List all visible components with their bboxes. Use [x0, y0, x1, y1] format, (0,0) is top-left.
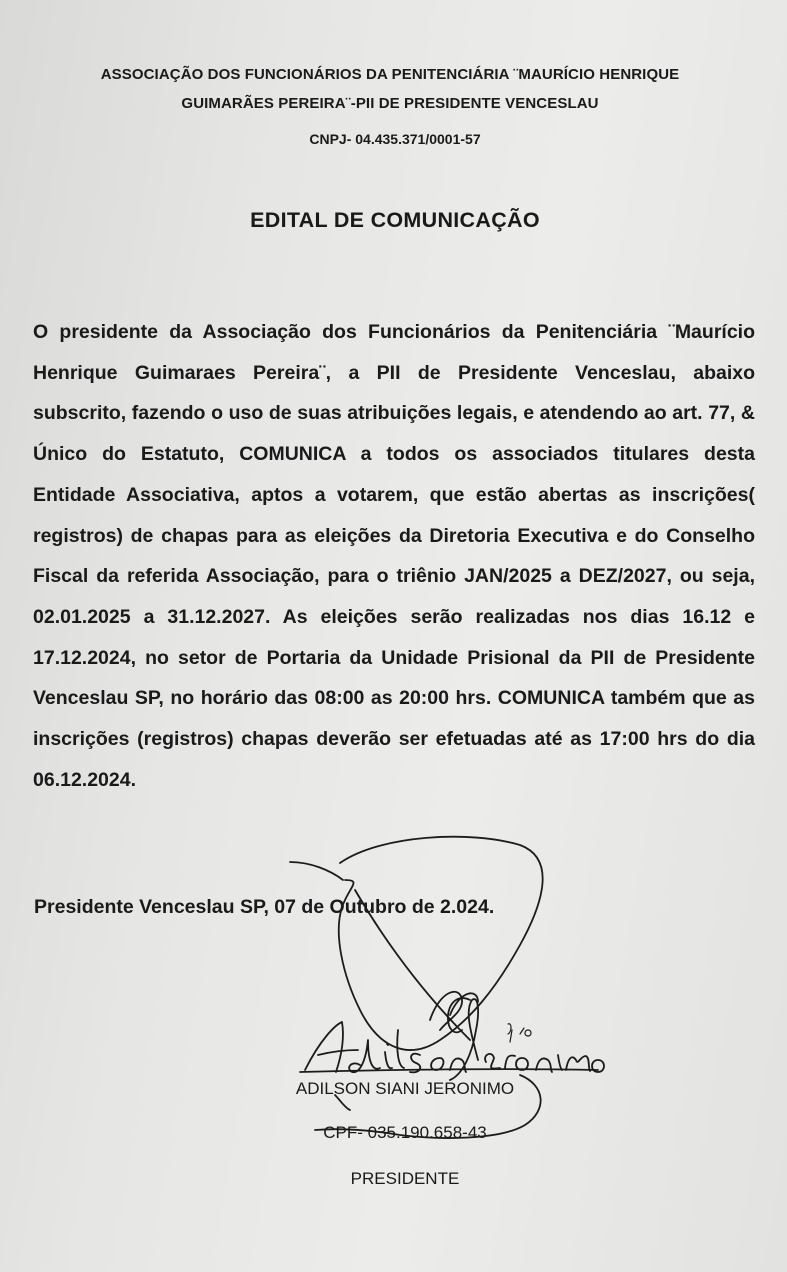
cnpj-number: CNPJ- 04.435.371/0001-57 — [309, 131, 481, 147]
signatory-cpf: CPF- 035.190.658-43 — [323, 1123, 487, 1142]
signatory-name: ADILSON SIANI JERONIMO — [295, 1079, 515, 1098]
signatory-role: PRESIDENTE — [350, 1169, 460, 1188]
document-title: EDITAL DE COMUNICAÇÃO — [250, 208, 540, 232]
header-line-2: GUIMARÃES PEREIRA¨-PII DE PRESIDENTE VENCESLAU — [181, 95, 599, 112]
document-header — [40, 60, 740, 118]
date-line: Presidente Venceslau SP, 07 de Outubro de 2.024. — [34, 896, 495, 918]
header-line-1: ASSOCIAÇÃO DOS FUNCIONÁRIOS DA PENITENCIÁRIA ¨MAURÍCIO HENRIQUE — [100, 66, 680, 83]
document-body: O presidente da Associação dos Funcionários da Penitenciária ¨Maurício Henrique Guimaraes Pereira¨, a PII de Presidente Venceslau, abaixo subscrito, fazendo o uso de suas atribuições legais, e atendendo ao art. 77, & Único do Estatuto, COMUNICA a todos os associados titulares desta Entidade Associativa, aptos a votarem, que estão abertas as inscrições( registros) de chapas para as eleições da Diretoria Executiva e do Conselho Fiscal da referida Associação, para o triênio JAN/2025 a DEZ/2027, ou seja, 02.01.2025 a 31.12.2027. As eleições serão realizadas nos dias 16.12 e 17.12.2024, no setor de Portaria da Unidade Prisional da PII de Presidente Venceslau SP, no horário das 08:00 as 20:00 hrs. COMUNICA também que as inscrições (registros) chapas deverão ser efetuadas até as 17:00 hrs do dia 06.12.2024. — [33, 321, 755, 791]
